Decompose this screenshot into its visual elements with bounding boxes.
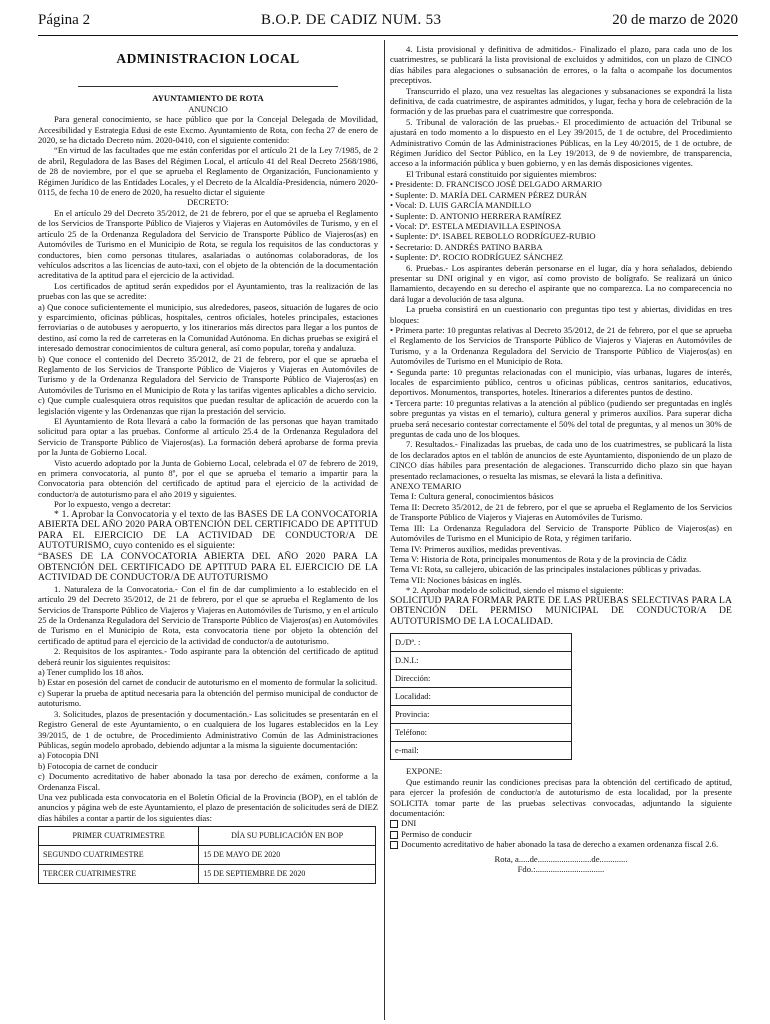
page-header — [38, 12, 738, 34]
anexo-heading: ANEXO TEMARIO — [390, 481, 462, 492]
table-cell: TERCER CUATRIMESTRE — [39, 865, 199, 884]
requirement-item: a) Tener cumplido los 18 años. — [38, 667, 144, 678]
table-row — [391, 688, 572, 706]
publication-name: B.O.P. DE CADIZ NUM. 53 — [261, 12, 442, 28]
list-item: • Suplente: D. MARÍA DEL CARMEN PÉREZ DURÁN — [390, 189, 588, 200]
paragraph: 6. Pruebas.- Los aspirantes deberán personarse en el lugar, día y hora señalados, debiendo presentar su DNI original y en vigor, así como provisto de bolígrafo. Se realizará un único llamamiento, decayendo en su derecho el aspirante que no comparezca. La no comparecencia no dará lugar a devolución de tasa alguna. — [390, 262, 732, 304]
requirement-item: c) Superar la prueba de aptitud necesaria para la obtención del permiso municipal de conductor de autoturismo. — [38, 687, 378, 709]
paragraph: La prueba consistirá en un cuestionario con preguntas tipo test y abiertas, divididas en tres bloques: — [390, 304, 732, 325]
list-item: Tema VII: Nociones básicas en inglés. — [390, 574, 522, 585]
document-item: b) Fotocopia de carnet de conducir — [38, 760, 158, 771]
list-item: Tema II: Decreto 35/2012, de 21 de febrero, por el que se aprueba el Reglamento de los Servicios de Transporte Público de Viajeros y Viajeras en Automóviles de Turismo. — [390, 501, 732, 523]
signature-date: Rota, a.....de.........................de............. — [494, 853, 628, 864]
table-cell: 15 DE SEPTIEMBRE DE 2020 — [199, 865, 376, 884]
paragraph: El Tribunal estará constituido por siguientes miembros: — [406, 168, 597, 179]
checkbox-icon — [390, 841, 398, 849]
column-divider — [384, 40, 385, 1020]
paragraph: “En virtud de las facultades que me están conferidas por el artículo 21 de la Ley 7/1985, de 2 de abril, Reguladora de las Bases del Régimen Local, el artículo 41 del Real Decreto 2568/1986, de 28 de noviembre, por el que se aprueba el Reglamento de Organización, Funcionamiento y Régimen Jurídico de las Entidades Locales, y el Decreto de la Alcaldía-Presidencia, número 2020-0115, de fecha 10 de enero de 2020, ha resuelto dictar el siguiente — [38, 145, 378, 198]
right-column — [390, 44, 732, 874]
section-rule — [78, 86, 338, 87]
table-row — [391, 670, 572, 688]
list-item: • Presidente: D. FRANCISCO JOSÉ DELGADO ARMARIO — [390, 179, 602, 190]
expone-heading: EXPONE: — [406, 766, 443, 777]
paragraph: Por lo expuesto, vengo a decretar: — [54, 499, 171, 510]
document-item: a) Fotocopia DNI — [38, 750, 99, 761]
paragraph: El Ayuntamiento de Rota llevará a cabo la formación de las personas que hayan tramitado solicitud para optar a las pruebas. Conforme al artículo 25.4 de la Ordenanza Reguladora del Servicio de Transporte Público de Viajeros(as). La formación deberá aprobarse de forma previa por la Junta de Gobierno Local. — [38, 416, 378, 458]
table-row — [39, 865, 376, 884]
paragraph: 7. Resultados.- Finalizadas las pruebas, de cada uno de los cuatrimestres, se publicará la lista de los declarados aptos en el tablón de anuncios de este Ayuntamiento, disponiendo de un plazo de CINCO días hábiles para presentación de alegaciones. Transcurrido dicho plazo sin que hayan presentado reclamaciones, o resuelta las mismas, se elevará la lista a definitiva. — [390, 439, 732, 481]
table-row — [39, 827, 376, 846]
table-row — [391, 742, 572, 760]
form-field: Dirección: — [391, 670, 572, 688]
paragraph: a) Que conoce suficientemente el municipio, sus alrededores, paseos, situación de lugares de ocio y esparcimiento, oficinas públicas, hospitales, centros oficiales, hoteles principales, estaciones ferroviarias o de autobuses y aeropuerto, y los itinerarios más directos para llegar a los puntos de destino, así como la red de carreteras en la Comunidad Autónoma. En dichas pruebas se exigirá el interesado demostrar conocimientos de cultura general, así como popular, toreña y andaluza. — [38, 301, 378, 354]
organization-title: AYUNTAMIENTO DE ROTA — [152, 93, 264, 104]
list-item: Tema IV: Primeros auxilios, medidas preventivas. — [390, 543, 562, 554]
form-field: D.N.I.: — [391, 652, 572, 670]
paragraph: 2. Requisitos de los aspirantes.- Todo aspirante para la obtención del certificado de aptitud deberá reunir los siguientes requisitos: — [38, 646, 378, 667]
bases-title: “BASES DE LA CONVOCATORIA ABIERTA DEL AÑO 2020 PARA LA OBTENCIÓN DEL CERTIFICADO DE APTITUD PARA EL EJERCICIO DE LA ACTIVIDAD DE CONDUCTOR/A DE AUTOTURISMO — [38, 551, 378, 584]
form-field: Localidad: — [391, 688, 572, 706]
table-row — [391, 652, 572, 670]
document-item: c) Documento acreditativo de haber abonado la tasa por derecho de exámen, conforme a la Ordenanza Fiscal. — [38, 771, 378, 792]
decreto-heading: DECRETO: — [187, 197, 229, 208]
calendar-table — [38, 826, 376, 884]
paragraph: • Tercera parte: 10 preguntas relativas a la atención al público (pudiendo ser preguntadas en inglés sobre preguntas ya vistas en el temario), cultura general y primeros auxilios. Para superar dicha prueba será necesario contestar correctamente el 50% del total de preguntas, y al menos un 30% de preguntas de cada uno de los bloques. — [390, 397, 732, 440]
table-row — [391, 706, 572, 724]
table-cell: PRIMER CUATRIMESTRE — [39, 827, 199, 846]
paragraph: 5. Tribunal de valoración de las pruebas.- El procedimiento de actuación del Tribunal se ajustará en todo momento a lo dispuesto en el Ley 39/2015, de 1 de octubre, del Procedimiento Administrativo Común de las Administraciones Públicas, en la Ley 40/2015, de 1 de octubre, de Régimen Jurídico del Sector Público, en la Ley 19/2013, de 9 de noviembre, de transparencia, acceso a la información pública y buen gobierno, y en las demás disposiciones vigentes. — [390, 116, 732, 169]
list-item: • Suplente: Dª. ISABEL REBOLLO RODRÍGUEZ-RUBIO — [390, 231, 596, 242]
list-item: • Secretario: D. ANDRÉS PATINO BARBA — [390, 241, 543, 252]
form-field: Teléfono: — [391, 724, 572, 742]
list-item: Tema V: Historia de Rota, principales monumentos de Rota y de la provincia de Cádiz — [390, 553, 687, 564]
section-title: ADMINISTRACION LOCAL — [116, 51, 300, 66]
form-field: e-mail: — [391, 742, 572, 760]
table-cell: SEGUNDO CUATRIMESTRE — [39, 846, 199, 865]
list-item: Tema VI: Rota, su callejero, ubicación de las principales instalaciones públicas y privadas. — [390, 564, 702, 575]
checklist-label: Documento acreditativo de haber abonado la tasa de derecho a examen ordenanza fiscal 2.6. — [401, 839, 719, 850]
checkbox-icon — [390, 831, 398, 839]
paragraph: * 2. Aprobar modelo de solicitud, siendo el mismo el siguiente: — [406, 585, 624, 596]
paragraph: 3. Solicitudes, plazos de presentación y documentación.- Las solicitudes se presentarán en el Registro General de este Ayuntamiento, o en cualquiera de los lugares establecidos en la Ley 39/2015, de 1 de octubre, de Procedimiento Administrativo Común de las Administraciones Públicas, según modelo aprobado, debiendo adjuntar a la misma la siguiente documentación: — [38, 708, 378, 750]
checklist-item — [390, 839, 732, 849]
header-rule — [38, 35, 738, 36]
requirement-item: b) Estar en posesión del carnet de conducir de autoturismo en el momento de formular la solicitud. — [38, 677, 378, 688]
paragraph: c) Que cumple cualesquiera otros requisitos que puedan resultar de aplicación de acuerdo con la legislación vigente y las Ordenanzas que rijan la prestación del servicio. — [38, 395, 378, 416]
publication-date: 20 de marzo de 2020 — [612, 12, 738, 28]
table-row — [39, 846, 376, 865]
paragraph: • Primera parte: 10 preguntas relativas al Decreto 35/2012, de 21 de febrero, por el que se aprueba el Reglamento de los Servicios de Transporte Público de Viajeros y Viajeras en Automóviles de Turismo, y a la Ordenanza Reguladora del Servicio de Transporte Público de Viajeros(as) en Automóviles de Turismo en el Municipio de Rota. — [390, 324, 732, 367]
paragraph: b) Que conoce el contenido del Decreto 35/2012, de 21 de febrero, por el que se aprueba el Reglamento de los Servicios de Transporte Público de Viajeros y Viajeras en Automóviles de Turismo y de la Ordenanza Reguladora del Servicio de Transporte Público de Viajeros(as) en Automóviles de Turismo en el Municipio de Rota y las tarifas vigentes aplicables a dicho servicio. — [38, 353, 378, 395]
list-item: • Suplente: Dª. ROCIO RODRÍGUEZ SÁNCHEZ — [390, 252, 563, 263]
list-item: Tema I: Cultura general, conocimientos básicos — [390, 491, 554, 502]
paragraph: * 1. Aprobar la Convocatoria y el texto de las BASES DE LA CONVOCATORIA ABIERTA DEL AÑO 2020 PARA OBTENCIÓN DEL CERTIFICADO DE APTITUD PARA EL EJERCICIO DE LA ACTIVIDAD DE CONDUCTOR/A DE AUTOTURISMO, cuyo contenido es el siguiente: — [38, 508, 378, 552]
tribunal-members — [390, 179, 732, 262]
table-cell: 15 DE MAYO DE 2020 — [199, 846, 376, 865]
page-number: Página 2 — [38, 12, 91, 28]
table-row — [391, 724, 572, 742]
list-item: Tema III: La Ordenanza Reguladora del Servicio de Transporte Público de Viajeros(as) en Automóviles de Turismo en el Municipio de Rota, y régimen tarifario. — [390, 522, 732, 544]
paragraph: 4. Lista provisional y definitiva de admitidos.- Finalizado el plazo, para cada uno de los cuatrimestres, se publicará la lista provisional de excluidos y admitidos, con un plazo de CINCO días hábiles para alegaciones o subsanación de errores, o la falta o acompañe los documentos preceptivos. — [390, 44, 732, 86]
paragraph: • Segunda parte: 10 preguntas relacionadas con el municipio, vías urbanas, lugares de interés, locales de esparcimiento público, centros u oficinas públicas, centros sanitarios, educativos, deportivos. Monumentos, transportes, hoteles. Itinerarios a diferentes puntos de destino. — [390, 366, 732, 398]
checklist-item — [390, 829, 732, 839]
checkbox-icon — [390, 820, 398, 828]
checklist-item — [390, 818, 732, 828]
doc-type: ANUNCIO — [188, 103, 228, 114]
temario-list — [390, 491, 732, 585]
form-field: Provincia: — [391, 706, 572, 724]
paragraph: Transcurrido el plazo, una vez resueltas las alegaciones y subsanaciones se expondrá la lista definitiva, de cada cuatrimestre, de aspirantes admitidos, y lugar, fecha y hora de celebración de la formación y de las pruebas para el cuatrimestre que corresponda. — [390, 85, 732, 117]
list-item: • Vocal: D. LUIS GARCÍA MANDILLO — [390, 200, 532, 211]
checklist-label: DNI — [401, 818, 417, 829]
paragraph: Una vez publicada esta convocatoria en el Boletín Oficial de la Provincia (BOP), en el tablón de anuncios y página web de este Ayuntamiento, el plazo de presentación de solicitudes será de DIEZ días hábiles a contar a partir de los siguientes días: — [38, 791, 378, 823]
table-cell: DÍA SU PUBLICACIÓN EN BOP — [199, 827, 376, 846]
solicitud-title: SOLICITUD PARA FORMAR PARTE DE LAS PRUEBAS SELECTIVAS PARA LA OBTENCIÓN DEL PERMISO MUNICIPAL DE CONDUCTOR/A DE AUTOTURISMO DE LA LOCALIDAD. — [390, 594, 732, 627]
paragraph: Los certificados de aptitud serán expedidos por el Ayuntamiento, tras la realización de las pruebas con las que se acredite: — [38, 280, 378, 302]
table-row — [391, 634, 572, 652]
paragraph: Que estimando reunir las condiciones precisas para la obtención del certificado de aptitud, para ejercer la profesión de conductor/a de autoturismo de esta localidad, por la presente SOLICITA tomar parte de las pruebas selectivas convocadas, adjuntando la siguiente documentación: — [390, 776, 732, 818]
left-column — [38, 44, 378, 884]
paragraph: Para general conocimiento, se hace público que por la Concejal Delegada de Movilidad, Accesibilidad y Estrategia Edusi de este Excmo. Ayuntamiento de Rota, con fecha 27 de enero de 2020, se ha dictado Decreto núm. 2020-0410, con el siguiente contenido: — [38, 114, 378, 146]
list-item: • Vocal: Dª. ESTELA MEDIAVILLA ESPINOSA — [390, 220, 562, 231]
application-form — [390, 633, 572, 760]
paragraph: 1. Naturaleza de la Convocatoria.- Con el fin de dar cumplimiento a lo establecido en el artículo 29 del Decreto 35/2012, de 21 de febrero, por el que se aprueba el Reglamento de los Servicios de Transporte Público de Viajeros y Viajeras en Automóviles de Turismo, y en el artículo 25 de la Ordenanza Reguladora del Servicio de Transporte Público de Viajeros(as) en Automóviles de Turismo en el Municipio de Rota, esta convocatoria tiene por objeto la obtención del certificado de aptitud para el ejercicio de la actividad de conductor/a de autoturismo. — [38, 583, 378, 646]
signature-line: Fdo.:................................ — [517, 863, 605, 874]
form-field: D./Dª. : — [391, 634, 572, 652]
list-item: • Suplente: D. ANTONIO HERRERA RAMÍREZ — [390, 210, 562, 221]
checklist-label: Permiso de conducir — [401, 828, 472, 839]
paragraph: En el artículo 29 del Decreto 35/2012, de 21 de febrero, por el que se aprueba el Reglamento de los Servicios de Transporte Público de Viajeros y Viajeras en Automóviles de Turismo, y en el artículo 25 de la Ordenanza Reguladora del Servicio de Transporte Público de Viajeros(as) en Automóviles de Turismo en el Municipio de Rota, se regula los requisitos de las conductoras y conductores, bien como personas titulares, asalariadas o autónomas colaboradoras, de los vehículos adscritos a las licencias de auto-taxi, con el objeto de la obtención de la documentación acreditativa de la aptitud para el ejercicio de la actividad. — [38, 207, 378, 281]
paragraph: Visto acuerdo adoptado por la Junta de Gobierno Local, celebrada el 07 de febrero de 2019, en primera convocatoria, al punto 8º, por el que se aprueba el temario a impartir para la Convocatoria para obtención del certificado de aptitud para el ejercicio de la actividad de conductor/a de autoturismo para el año 2019 y siguientes. — [38, 457, 378, 499]
